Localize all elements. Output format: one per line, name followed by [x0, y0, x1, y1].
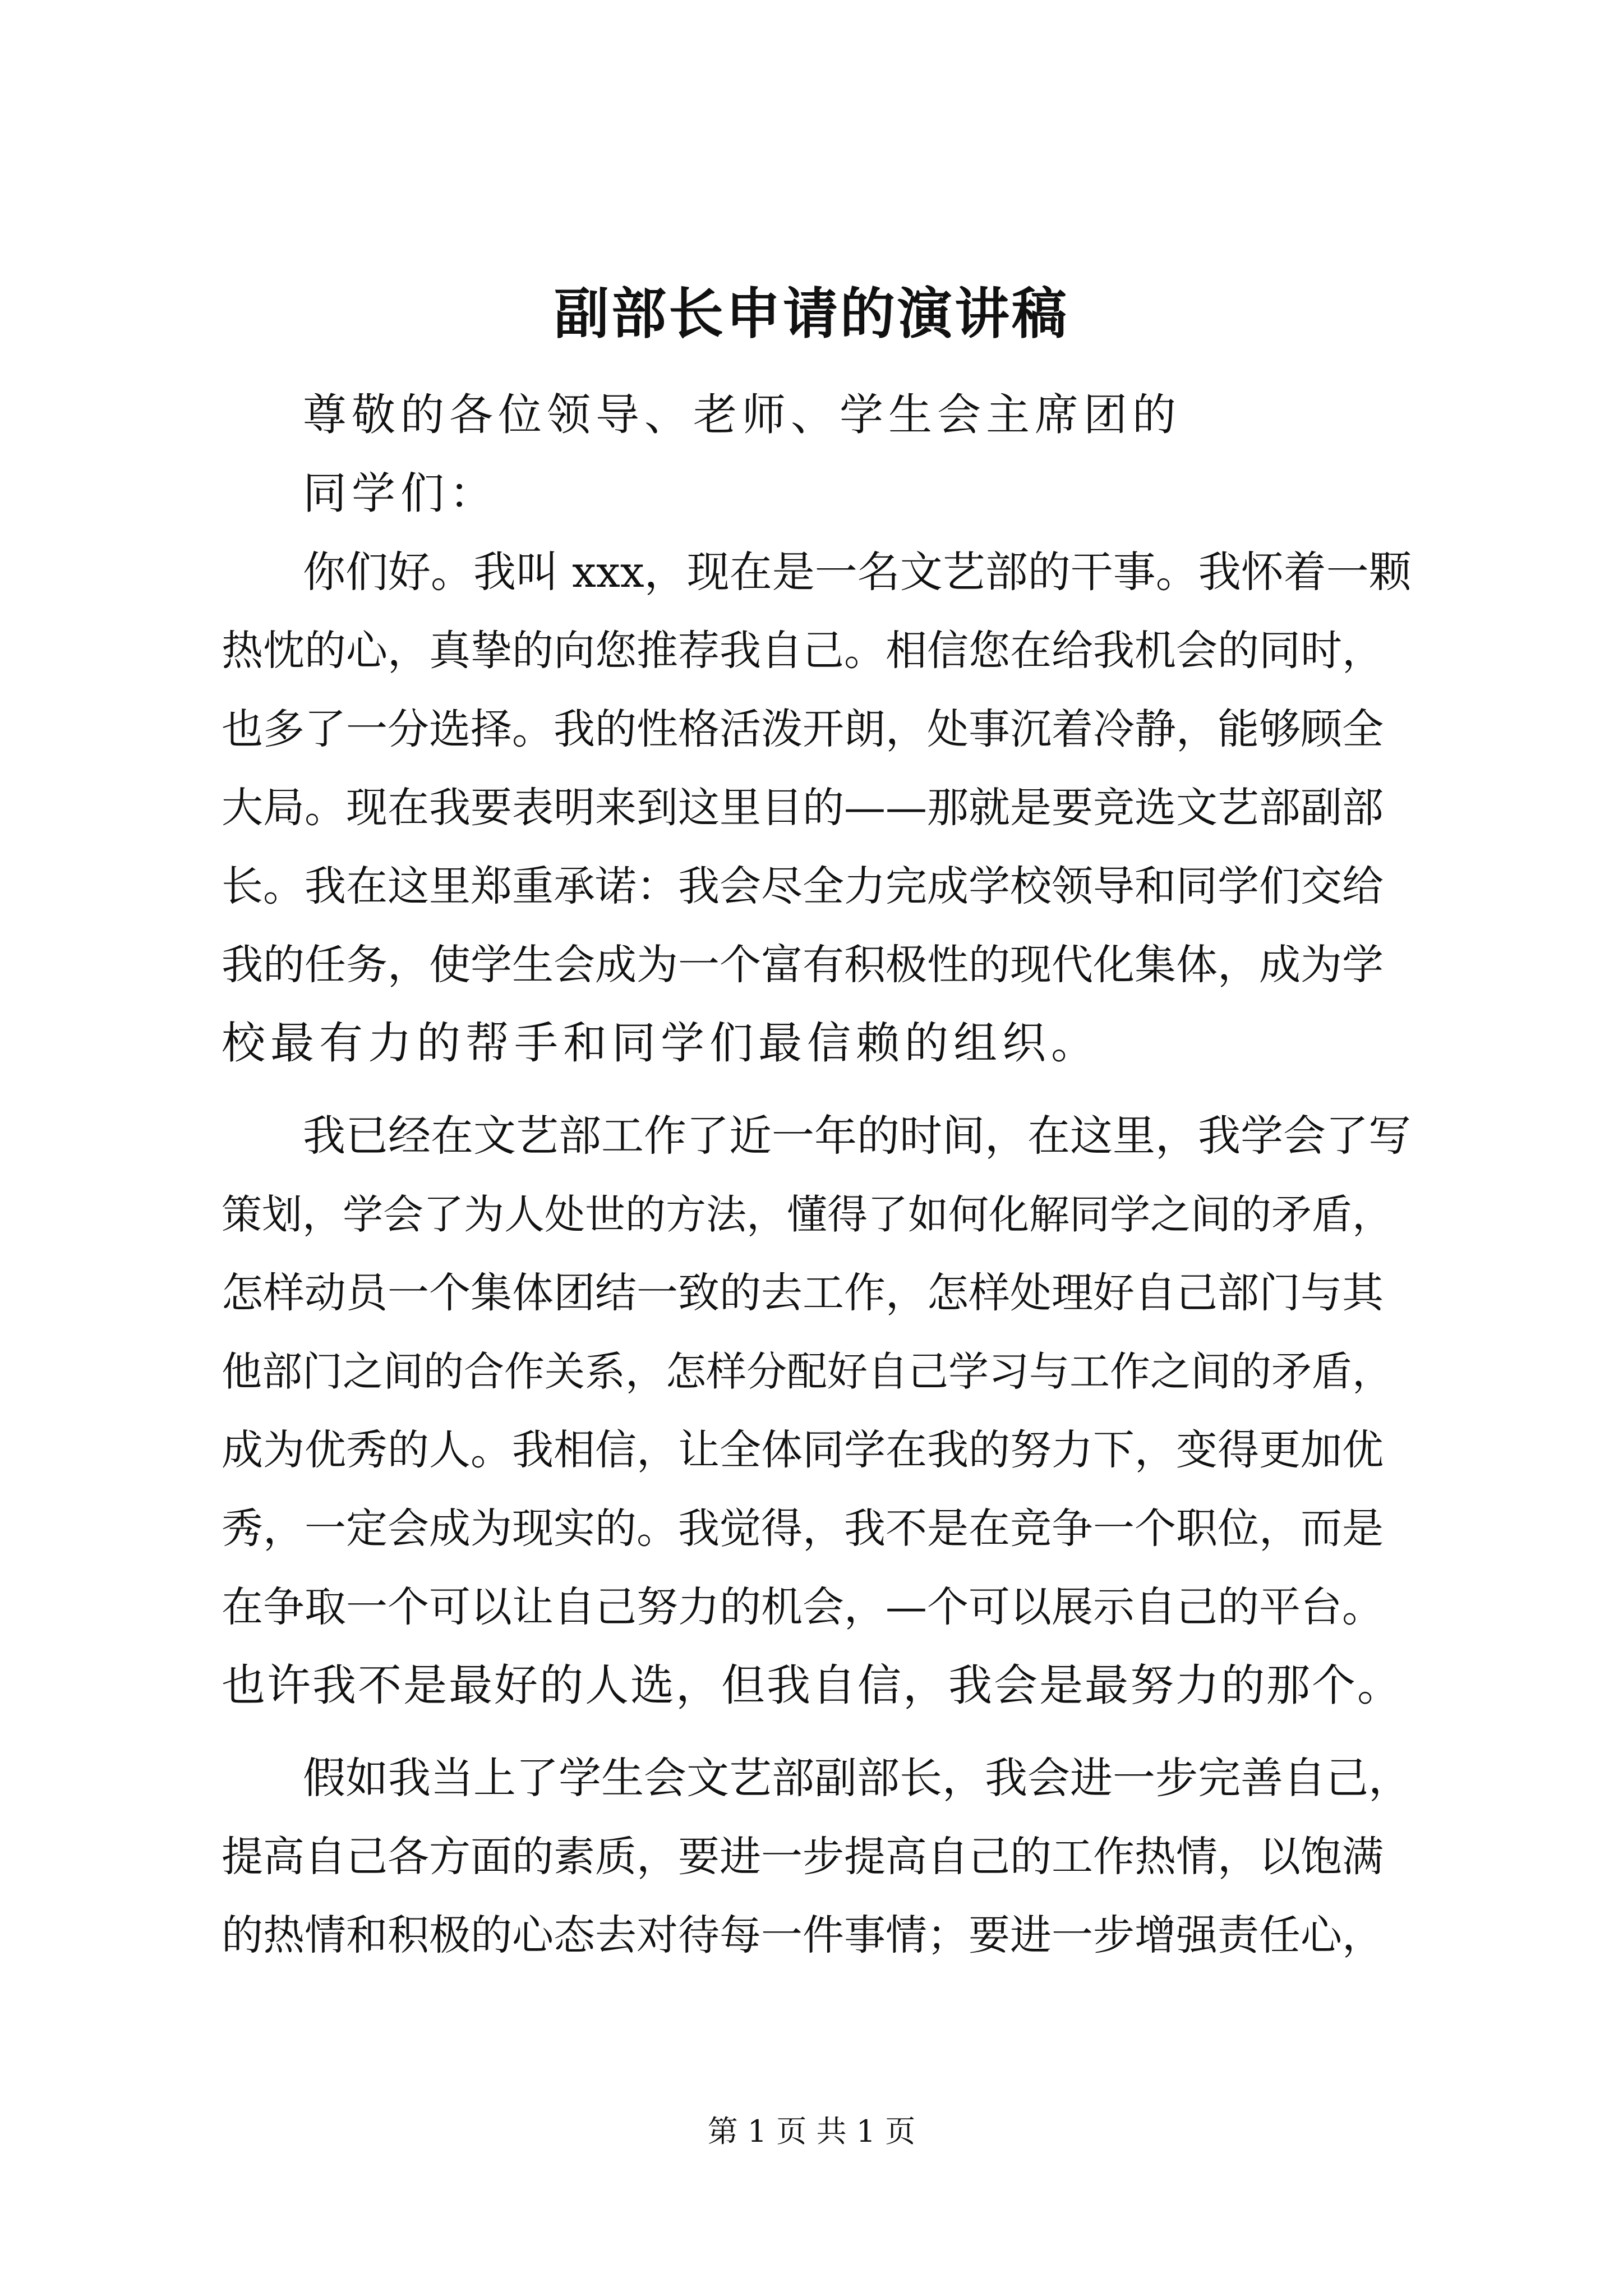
text-line: 在争取一个可以让自己努力的机会，—个可以展示自己的平台。 — [222, 1583, 1384, 1631]
text-line: 也许我不是最好的人选，但我自信，我会是最努力的那个。 — [222, 1660, 1403, 1711]
text-line: 我已经在文艺部工作了近一年的时间，在这里，我学会了写 — [303, 1111, 1411, 1161]
text-line: 的热情和积极的心态去对待每一件事情；要进一步增强责任心， — [222, 1911, 1384, 1959]
text-line: 秀，一定会成为现实的。我觉得，我不是在竞争一个职位，而是 — [222, 1504, 1384, 1553]
text-line: 我的任务，使学生会成为一个富有积极性的现代化集体，成为学 — [222, 941, 1384, 989]
text-line: 校最有力的帮手和同学们最信赖的组织。 — [222, 1018, 1100, 1069]
text-line: 假如我当上了学生会文艺部副部长，我会进一步完善自己， — [303, 1753, 1411, 1803]
text-line: 也多了一分选择。我的性格活泼开朗，处事沉着冷静，能够顾全 — [222, 705, 1384, 753]
text-line: 他部门之间的合作关系，怎样分配好自己学习与工作之间的矛盾， — [222, 1348, 1393, 1395]
text-line: 策划，学会了为人处世的方法，懂得了如何化解同学之间的矛盾， — [222, 1191, 1393, 1238]
text-line: 你们好。我叫 xxx，现在是一名文艺部的干事。我怀着一颗 — [303, 547, 1412, 597]
document-title: 副部长申请的演讲稿 — [554, 282, 1069, 346]
text-line: 长。我在这里郑重承诺：我会尽全力完成学校领导和同学们交给 — [222, 862, 1384, 910]
text-line: 同学们： — [303, 468, 499, 519]
text-line: 大局。现在我要表明来到这里目的——那就是要竞选文艺部副部 — [222, 784, 1384, 832]
text-line: 提高自己各方面的素质，要进一步提高自己的工作热情，以饱满 — [222, 1833, 1384, 1881]
text-line: 热忱的心，真挚的向您推荐我自己。相信您在给我机会的同时， — [222, 627, 1384, 675]
text-line: 怎样动员一个集体团结一致的去工作，怎样处理好自己部门与其 — [222, 1269, 1384, 1317]
page-footer: 第 1 页 共 1 页 — [707, 2114, 916, 2149]
text-line: 尊敬的各位领导、老师、学生会主席团的 — [303, 390, 1182, 440]
text-line: 成为优秀的人。我相信，让全体同学在我的努力下，变得更加优 — [222, 1426, 1384, 1474]
